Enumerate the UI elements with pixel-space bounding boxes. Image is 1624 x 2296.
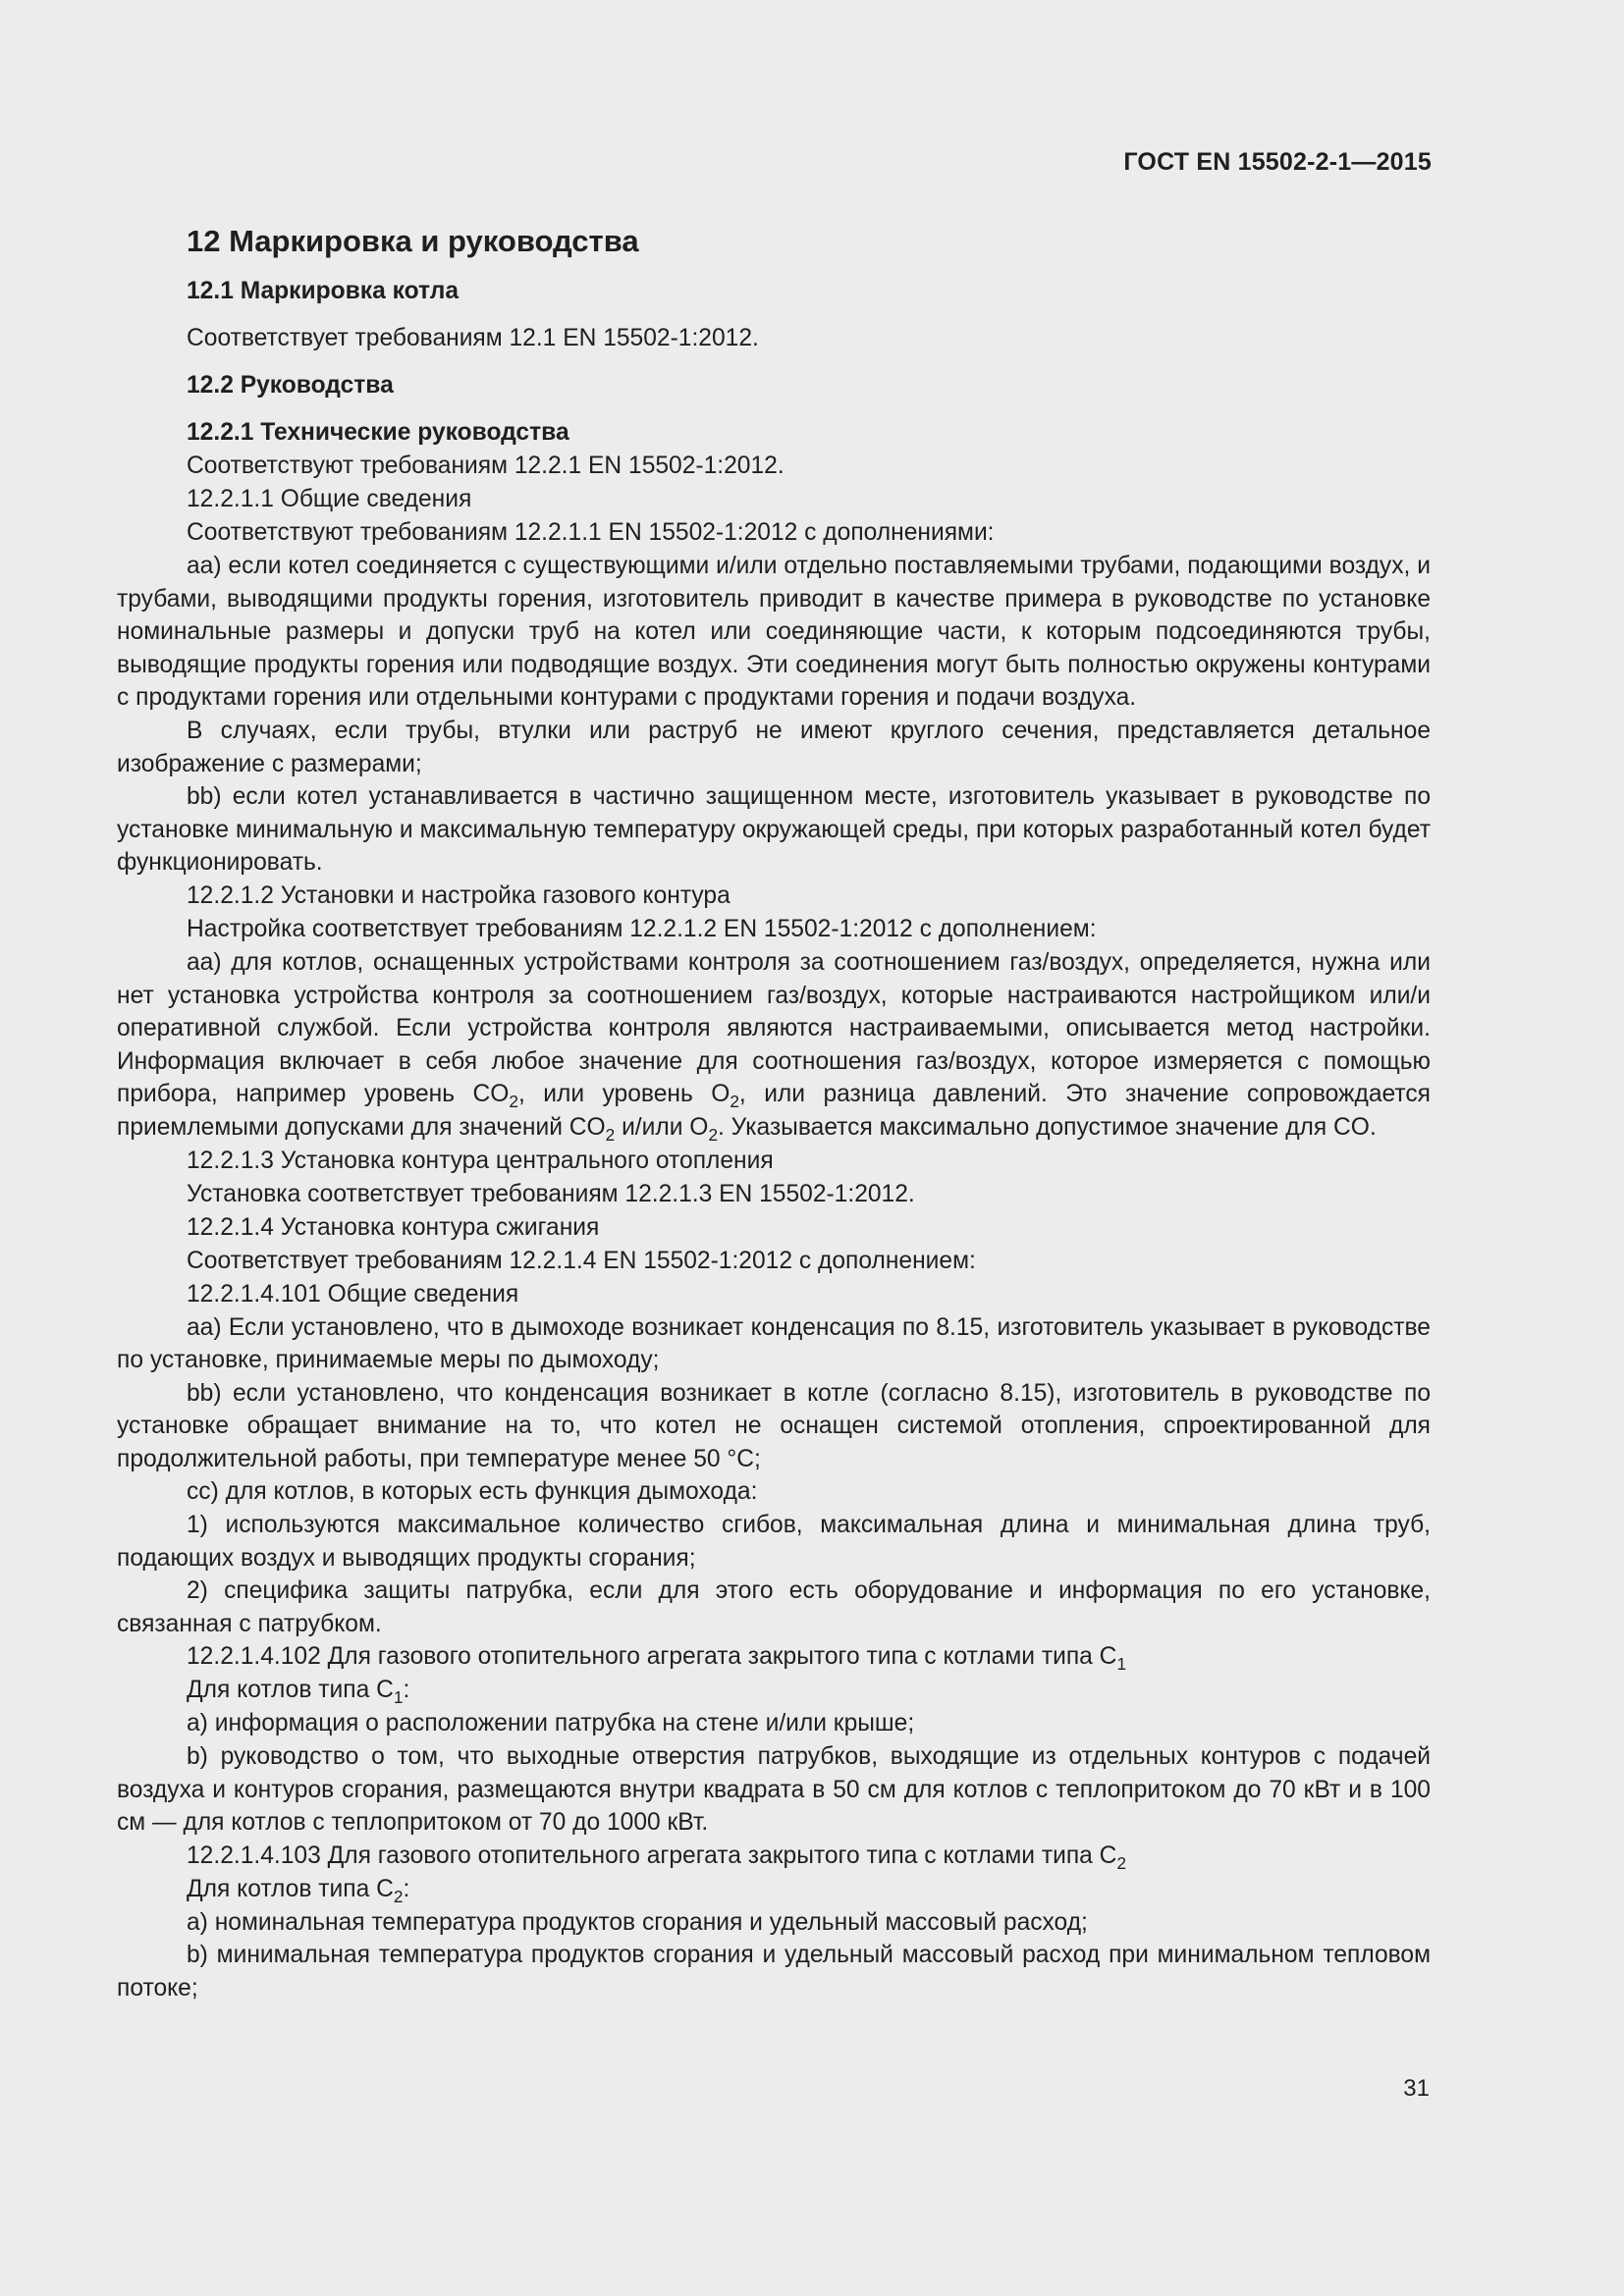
paragraph-bb-3: bb) если установлено, что конденсация возникает в котле (согласно 8.15), изготовитель в руководстве по установке обращает внимание на то, что котел не оснащен системой отопления, спроектированной для продолжительной работы, при температуре менее 50 °С; [117, 1379, 1431, 1472]
subsection-heading-12-2-1-4-103: 12.2.1.4.103 Для газового отопительного агрегата закрытого типа с котлами типа $C_2$ [187, 1842, 1127, 1873]
subsection-text-c2: Для котлов типа $C_2$: [187, 1875, 410, 1906]
subsection-text-12-2-1-3: Установка соответствует требованиям 12.2.1.3 EN 15502-1:2012. [187, 1180, 915, 1207]
paragraph-aa-1: аа) если котел соединяется с существующими и/или отдельно поставляемыми трубами, подающими воздух, и трубами, выводящими продукты горения, изготовитель приводит в качестве примера в руководстве по установке номинальные размеры и допуски труб на котел или соединяющие части, к которым подсоединяются трубы, выводящие продукты горения или подводящие воздух. Эти соединения могут быть полностью окружены контурами с продуктами горения или отдельными контурами с продуктами горения и подачи воздуха. [117, 553, 1431, 712]
subsection-heading-12-2-1-4: 12.2.1.4 Установка контура сжигания [187, 1213, 600, 1241]
paragraph-cc-3: сс) для котлов, в которых есть функция дымохода: [187, 1478, 758, 1506]
subsection-heading-12-2-1-4-101: 12.2.1.4.101 Общие сведения [187, 1280, 519, 1308]
section-heading-12: 12 Маркировка и руководства [187, 224, 639, 258]
subsection-heading-12-2-1-2: 12.2.1.2 Установки и настройка газового контура [187, 881, 731, 909]
section-heading-12-2: 12.2 Руководства [187, 372, 394, 399]
subsection-heading-12-2-1-1: 12.2.1.1 Общие сведения [187, 486, 472, 512]
subsection-text-12-2-1-1: Соответствуют требованиям 12.2.1.1 EN 15502-1:2012 с дополнениями: [187, 519, 995, 546]
section-text-12-1: Соответствует требованиям 12.1 EN 15502-1:2012. [187, 325, 759, 351]
section-heading-12-2-1: 12.2.1 Технические руководства [187, 419, 569, 446]
paragraph-103-a: а) номинальная температура продуктов сгорания и удельный массовый расход; [187, 1908, 1088, 1936]
subsection-text-12-2-1-2: Настройка соответствует требованиям 12.2.1.2 EN 15502-1:2012 с дополнением: [187, 915, 1097, 942]
paragraph-cases: В случаях, если трубы, втулки или раструб не имеют круглого сечения, представляется детальное изображение с размерами; [117, 717, 1431, 777]
section-heading-12-1: 12.1 Маркировка котла [187, 278, 460, 304]
subsection-heading-12-2-1-4-102: 12.2.1.4.102 Для газового отопительного агрегата закрытого типа с котлами типа $C_1$ [187, 1643, 1127, 1675]
section-text-12-2-1: Соответствуют требованиям 12.2.1 EN 15502-1:2012. [187, 453, 785, 479]
subsection-text-c1: Для котлов типа $C_1$: [187, 1677, 410, 1708]
paragraph-103-b: b) минимальная температура продуктов сгорания и удельный массовый расход при минимальном тепловом потоке; [117, 1942, 1431, 2002]
subsection-heading-12-2-1-3: 12.2.1.3 Установка контура центрального отопления [187, 1147, 774, 1174]
subsection-text-12-2-1-4: Соответствует требованиям 12.2.1.4 EN 15502-1:2012 с дополнением: [187, 1247, 976, 1274]
paragraph-102-a: а) информация о расположении патрубка на стене и/или крыше; [187, 1710, 915, 1737]
document-header: ГОСТ EN 15502-2-1—2015 [1123, 148, 1432, 176]
document-body [117, 222, 1431, 2005]
paragraph-aa-2: аа) для котлов, оснащенных устройствами контроля за соотношением газ/воздух, определяется, нужна или нет установка устройства контроля за соотношением газ/воздух, которые настраиваются настройщиком или/и оперативной службой. Если устройства контроля являются настраиваемыми, описывается метод настройки. Информация включает в себя любое значение для соотношения газ/воздух, которое измеряется с помощью прибора, например уровень $CO_2$, или уровень $O_2$, или разница давлений. Это значение сопровождается приемлемыми допусками для значений $CO_2$ и/или $O_2$. Указывается максимально допустимое значение для CO. [117, 948, 1431, 1145]
list-item-2: 2) специфика защиты патрубка, если для этого есть оборудование и информация по его установке, связанная с патрубком. [117, 1577, 1431, 1637]
paragraph-bb-1: bb) если котел устанавливается в частично защищенном месте, изготовитель указывает в руководстве по установке минимальную и максимальную температуру окружающей среды, при которых разработанный котел будет функционировать. [117, 783, 1431, 877]
paragraph-aa-3: аа) Если установлено, что в дымоходе возникает конденсация по 8.15, изготовитель указывает в руководстве по установке, принимаемые меры по дымоходу; [117, 1313, 1431, 1374]
list-item-1: 1) используются максимальное количество сгибов, максимальная длина и минимальная длина труб, подающих воздух и выводящих продукты сгорания; [117, 1512, 1431, 1572]
page-number: 31 [1403, 2075, 1430, 2102]
paragraph-102-b: b) руководство о том, что выходные отверстия патрубков, выходящие из отдельных контуров с подачей воздуха и контуров сгорания, размещаются внутри квадрата в 50 см для котлов с теплопритоком до 70 кВт и в 100 см — для котлов с теплопритоком от 70 до 1000 кВт. [117, 1743, 1431, 1837]
